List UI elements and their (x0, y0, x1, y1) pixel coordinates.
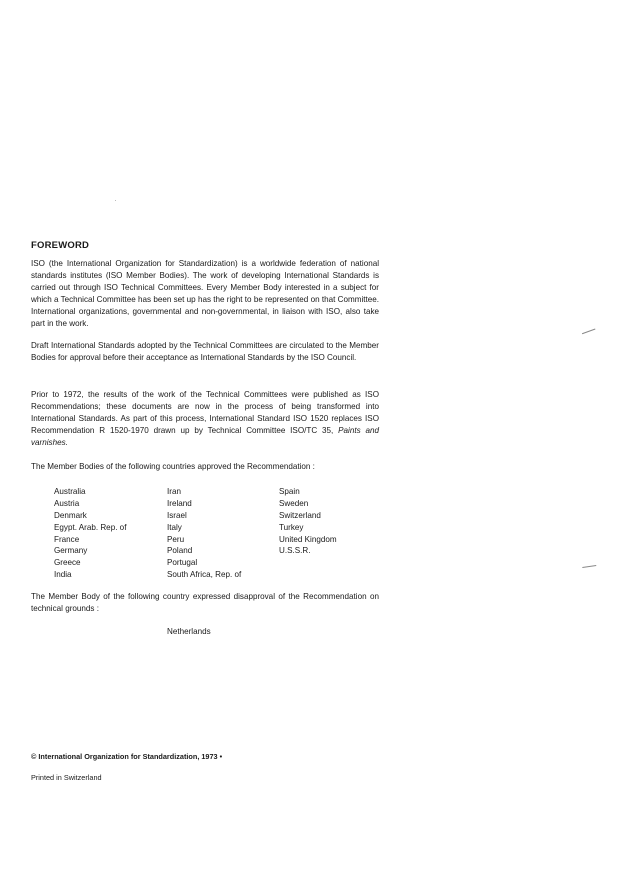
paragraph-draft-standards: Draft International Standards adopted by the Technical Committees are circulated to the Member Bodies for approval before their acceptance as International Standards by the ISO Council. (31, 341, 379, 362)
country: Switzerland (279, 510, 321, 520)
paragraph-iso-intro: ISO (the International Organization for Standardization) is a worldwide federation of national standards institutes (ISO Member Bodies). The work of developing International Standards is carried out through ISO Technical Committees. Every Member Body interested in a subject for which a Technical Committee has been set up has the right to be represented on that Committee. International organizations, governmental and non-governmental, in liaison with ISO, also take part in the work. (31, 259, 379, 328)
printed-location: Printed in Switzerland (31, 773, 102, 782)
country: Austria (54, 498, 80, 508)
paragraph-disapproval-intro: The Member Body of the following country expressed disapproval of the Recommendation on technical grounds : (31, 592, 379, 613)
scan-speck (115, 200, 116, 201)
disapproving-country: Netherlands (167, 627, 211, 636)
paragraph-prior-1972 (31, 389, 379, 449)
country: U.S.S.R. (279, 546, 311, 556)
countries-column-2 (167, 486, 241, 581)
country: South Africa, Rep. of (167, 570, 242, 580)
countries-column-3 (279, 486, 337, 557)
country: France (54, 534, 80, 544)
countries-column-1 (54, 486, 126, 581)
country: Poland (167, 546, 193, 556)
paragraph-prior-1972-text: Prior to 1972, the results of the work of the Technical Committees were published as ISO Recommendations; these documents are now in the process of being transformed into International Standards. As part of this process, International Standard ISO 1520 replaces ISO Recommendation R 1520-1970 drawn up by Technical Committee ISO/TC 35, (31, 390, 379, 435)
country: India (54, 570, 72, 580)
country: Peru (167, 534, 185, 544)
country: Australia (54, 487, 86, 496)
foreword-heading: FOREWORD (31, 240, 90, 251)
country: Italy (167, 522, 182, 532)
country: Greece (54, 558, 81, 568)
paragraph-approved-intro: The Member Bodies of the following countries approved the Recommendation : (31, 462, 315, 471)
margin-mark (582, 561, 597, 568)
country: United Kingdom (279, 534, 337, 544)
country: Israel (167, 510, 187, 520)
country: Iran (167, 487, 181, 496)
country: Portugal (167, 558, 198, 568)
country: Turkey (279, 522, 304, 532)
country: Sweden (279, 498, 309, 508)
country: Ireland (167, 498, 192, 508)
committee-title: Paints and varnishes. (31, 426, 380, 447)
country: Spain (279, 487, 300, 496)
country: Germany (54, 546, 88, 556)
country: Egypt. Arab. Rep. of (54, 522, 127, 532)
copyright-notice: © International Organization for Standardization, 1973 • (31, 752, 223, 761)
margin-mark (581, 325, 596, 334)
country: Denmark (54, 510, 87, 520)
